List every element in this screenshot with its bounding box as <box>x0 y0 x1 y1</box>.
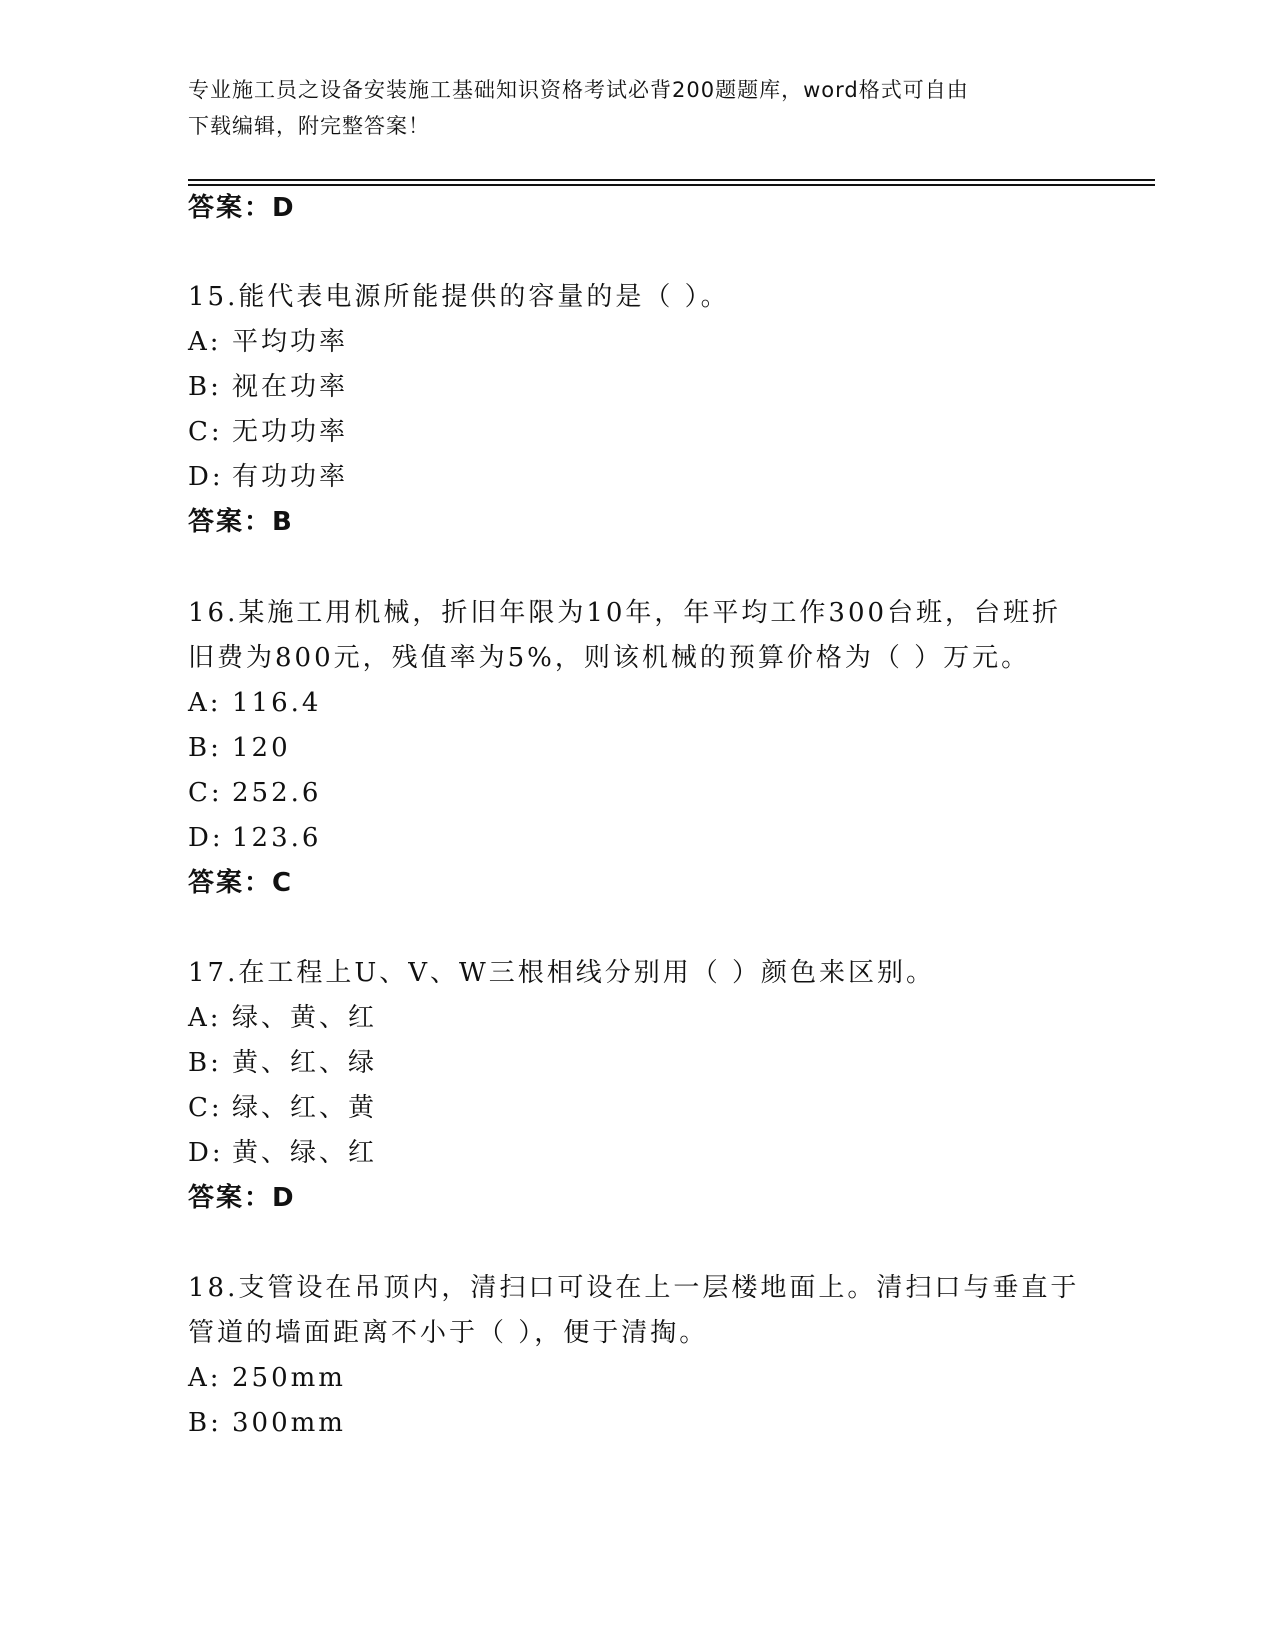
question-16-answer: 答案：C <box>188 868 294 898</box>
question-16-stem-line-2: 旧费为800元，残值率为5%，则该机械的预算价格为（ ）万元。 <box>188 643 1031 673</box>
question-17-option-b: B: 黄、红、绿 <box>188 1048 378 1078</box>
document-header <box>188 72 1088 144</box>
question-15-stem: 15.能代表电源所能提供的容量的是（ ）。 <box>188 282 730 312</box>
question-18-stem-line-2: 管道的墙面距离不小于（ ），便于清掏。 <box>188 1318 709 1348</box>
question-18-stem-line-1: 18.支管设在吊顶内，清扫口可设在上一层楼地面上。清扫口与垂直于 <box>188 1273 1080 1303</box>
question-15-option-a: A: 平均功率 <box>188 327 349 357</box>
question-16-stem-line-1: 16.某施工用机械，折旧年限为10年，年平均工作300台班，台班折 <box>188 598 1062 628</box>
question-15-option-d: D: 有功功率 <box>188 462 349 492</box>
question-15-answer: 答案：B <box>188 507 294 537</box>
header-divider-bottom <box>188 184 1155 186</box>
question-17-option-d: D: 黄、绿、红 <box>188 1138 378 1168</box>
header-title-line-2: 下载编辑，附完整答案！ <box>188 114 430 138</box>
question-18-option-a: A: 250mm <box>188 1363 346 1393</box>
question-16-option-a: A: 116.4 <box>188 688 322 718</box>
question-17-option-a: A: 绿、黄、红 <box>188 1003 378 1033</box>
question-17-option-c: C: 绿、红、黄 <box>188 1093 378 1123</box>
question-17-stem: 17.在工程上U、V、W三根相线分别用（ ）颜色来区别。 <box>188 958 936 988</box>
question-16-option-b: B: 120 <box>188 733 291 763</box>
answer-previous: 答案：D <box>188 193 296 223</box>
header-divider-top <box>188 179 1155 181</box>
question-16-option-c: C: 252.6 <box>188 778 322 808</box>
question-15-option-b: B: 视在功率 <box>188 372 349 402</box>
question-16-option-d: D: 123.6 <box>188 823 322 853</box>
question-17-answer: 答案：D <box>188 1183 296 1213</box>
question-18-option-b: B: 300mm <box>188 1408 346 1438</box>
question-15-option-c: C: 无功功率 <box>188 417 349 447</box>
header-title-line-1: 专业施工员之设备安装施工基础知识资格考试必背200题题库，word格式可自由 <box>188 78 969 102</box>
